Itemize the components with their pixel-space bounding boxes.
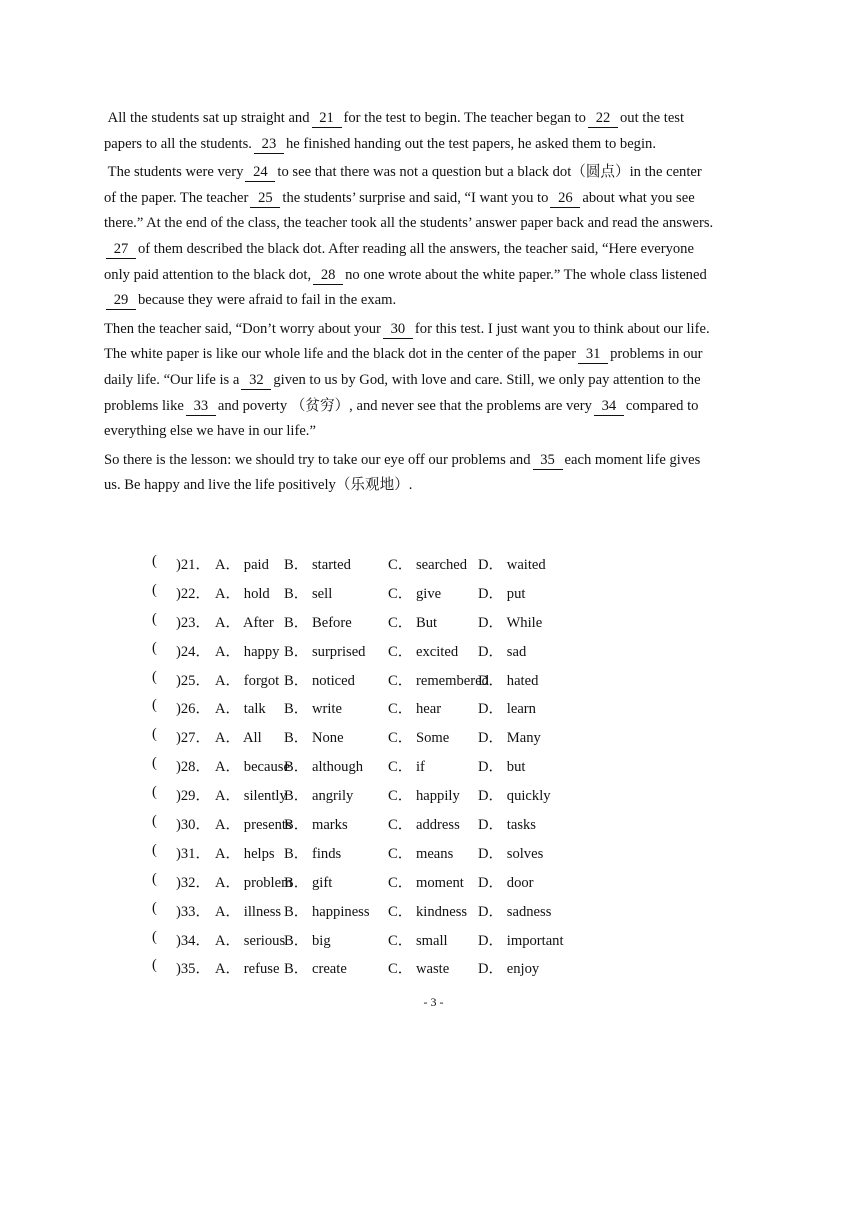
passage-text: because they were afraid to fail in the exam. [138,292,397,309]
option-c: C． small [388,932,448,949]
option-b: B． noticed [284,672,355,689]
question-number: )21． [176,557,211,573]
option-b: B． gift [284,874,333,891]
question-number: )32． [176,874,211,891]
option-a: A． All [215,730,262,747]
blank-32: 32 [241,372,271,390]
blank-28: 28 [313,267,343,285]
option-a: A． helps [215,845,275,862]
option-c: C． if [388,759,425,776]
question-number: )27． [176,730,211,747]
passage-text: and poverty （贫穷）, and never see that the problems are very [217,397,592,414]
cloze-passage [104,106,714,502]
answer-paren: ( [152,726,157,743]
answer-paren: ( [152,697,157,714]
blank-26: 26 [550,190,580,208]
option-c: C． means [388,845,454,862]
option-b: B． angrily [284,788,354,805]
option-b: B． marks [284,817,348,834]
answer-paren: ( [152,957,157,974]
passage-text: problems in our daily life. “Our life is a [104,346,703,388]
option-b: B． started [284,557,351,573]
question-number: )28． [176,759,211,776]
passage-text: the students’ surprise and said, “I want you to [282,189,549,206]
answer-paren: ( [152,870,157,887]
passage-text: The students were very [107,164,244,181]
passage-text: for the test to begin. The teacher began to [343,110,586,126]
question-number: )25． [176,672,211,689]
option-b: B． although [284,759,364,776]
option-a: A． problem [215,874,293,891]
blank-24: 24 [245,164,275,182]
option-a: A． forgot [215,672,280,689]
option-a: A． serious [215,932,286,949]
option-d: D． sadness [478,903,552,920]
option-d: D． important [478,932,564,949]
question-number: )33． [176,903,211,920]
question-number: )30． [176,817,211,834]
passage-text: he finished handing out the test papers, he asked them to begin. [285,135,656,152]
option-d: D． enjoy [478,961,540,978]
option-d: D． put [478,585,526,602]
option-a: A． silently [215,788,287,805]
passage-text: for this test. I just want you to think about our life. The white paper is like our whole life and the black dot in the center of the paper [104,320,710,363]
option-a: A． talk [215,701,266,718]
question-number: )35． [176,961,211,978]
passage-text: each moment life gives us. Be happy and live the life positively（乐观地）. [104,451,701,494]
option-d: D． hated [478,672,539,689]
blank-34: 34 [594,398,624,416]
blank-31: 31 [578,346,608,364]
passage-paragraph-1 [104,106,714,157]
passage-paragraph-2 [104,160,714,314]
blank-22: 22 [588,110,618,128]
option-a: A． happy [215,643,280,660]
question-number: )26． [176,701,211,718]
option-d: D． solves [478,845,544,862]
question-number: )23． [176,614,211,631]
answer-paren: ( [152,639,157,656]
option-a: A． hold [215,585,270,602]
option-c: C． searched [388,557,468,573]
blank-21: 21 [312,110,342,128]
answer-paren: ( [152,841,157,858]
option-c: C． kindness [388,903,468,920]
blank-29: 29 [106,292,136,310]
option-a: A． because [215,759,290,776]
answer-paren: ( [152,581,157,598]
option-c: C． Some [388,730,450,747]
question-number: )22． [176,585,211,602]
page-number: - 3 - [423,995,444,1009]
passage-paragraph-4 [104,448,714,499]
question-number: )31． [176,845,211,862]
option-d: D． waited [478,557,546,573]
answer-paren: ( [152,668,157,685]
option-c: C． address [388,817,460,834]
answer-paren: ( [152,755,157,772]
option-b: B． finds [284,845,342,862]
option-c: C． hear [388,701,442,718]
option-d: D． While [478,614,543,631]
passage-text: about what you see there.” At the end of the class, the teacher took all the students’ answer paper back and read the answers. [104,189,714,232]
option-c: C． moment [388,874,464,891]
option-b: B． big [284,932,331,949]
question-number: )34． [176,932,211,949]
option-b: B． Before [284,614,352,631]
blank-25: 25 [250,190,280,208]
answer-paren: ( [152,553,157,569]
option-b: B． create [284,961,347,978]
blank-27: 27 [106,241,136,259]
passage-paragraph-3 [104,317,714,445]
answer-paren: ( [152,813,157,830]
passage-text: Then the teacher said, “Don’t worry about your [104,320,381,337]
blank-30: 30 [383,321,413,339]
option-d: D． but [478,759,526,776]
option-d: D． door [478,874,534,891]
question-number: )29． [176,788,211,805]
option-c: C． But [388,614,438,631]
option-a: A． refuse [215,961,280,978]
option-a: A． presents [215,817,292,834]
option-c: C． waste [388,961,450,978]
option-d: D． sad [478,643,527,660]
passage-text: All the students sat up straight and [107,110,310,126]
passage-text: to see that there was not a question but a black dot（圆点）in the center of the paper. The teacher [104,164,702,206]
passage-text: out the test papers to all the students. [104,110,685,152]
answer-paren: ( [152,928,157,945]
option-a: A． paid [215,557,269,573]
blank-23: 23 [254,136,284,154]
option-b: B． write [284,701,342,718]
option-b: B． happiness [284,903,370,920]
passage-text: no one wrote about the white paper.” The whole class listened [345,266,707,283]
option-d: D． tasks [478,817,536,834]
question-number: )24． [176,643,211,660]
passage-text: of them described the black dot. After reading all the answers, the teacher said, “Here everyone only paid attention to the black dot, [104,240,694,283]
option-d: D． learn [478,701,536,718]
option-c: C． excited [388,643,459,660]
option-d: D． Many [478,730,541,747]
passage-text: given to us by God, with love and care. Still, we only pay attention to the problems like [104,371,701,414]
answer-paren: ( [152,610,157,627]
option-a: A． illness [215,903,282,920]
answer-paren: ( [152,899,157,916]
option-c: C． remembered [388,672,489,689]
passage-text: compared to everything else we have in our life.” [104,397,699,440]
answer-paren: ( [152,784,157,801]
option-c: C． give [388,585,442,602]
option-b: B． None [284,730,344,747]
blank-33: 33 [186,398,216,416]
option-d: D． quickly [478,788,551,805]
option-b: B． surprised [284,643,366,660]
option-b: B． sell [284,585,333,602]
passage-text: So there is the lesson: we should try to take our eye off our problems and [104,451,531,468]
blank-35: 35 [533,452,563,470]
option-c: C． happily [388,788,460,805]
option-a: A． After [215,614,274,631]
